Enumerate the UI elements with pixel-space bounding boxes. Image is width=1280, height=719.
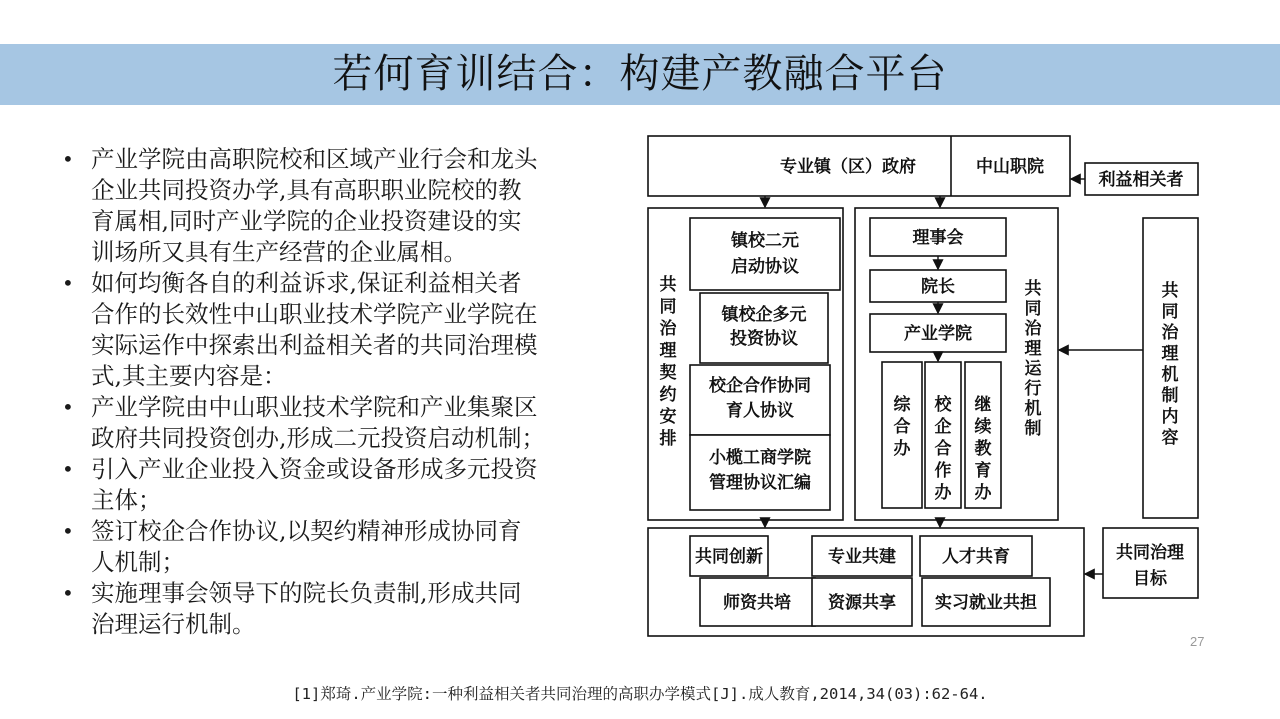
bullet-text: 产业学院由中山职业技术学院和产业集聚区 [91, 393, 538, 421]
office-label: 育 [974, 461, 992, 481]
contract-text: 小榄工商学院 [709, 448, 811, 468]
contract-text: 管理协议汇编 [709, 473, 811, 493]
operation-label: 共 [1024, 279, 1042, 299]
office-label: 办 [974, 483, 992, 503]
shared-label: 实习就业共担 [935, 593, 1037, 613]
bullet-dot: • [62, 519, 74, 543]
contract-label: 排 [659, 429, 677, 449]
office-label: 综 [893, 395, 911, 415]
shared-label: 师资共培 [723, 593, 791, 613]
bullet-dot: • [62, 457, 74, 481]
citation: [1]郑琦.产业学院:一种利益相关者共同治理的高职办学模式[J].成人教育,2014,34(03):62-64. [292, 685, 988, 703]
shared-label: 共同创新 [695, 547, 763, 567]
bullet-item [60, 454, 615, 516]
contract-label: 约 [659, 385, 677, 405]
mechanism-label: 治 [1161, 323, 1179, 343]
office-label: 办 [893, 439, 911, 459]
bullet-text: 治理运行机制。 [91, 610, 256, 638]
bullet-text: 企业共同投资办学,具有高职职业院校的教 [91, 176, 522, 204]
operation-label: 制 [1024, 419, 1042, 439]
stakeholders-label: 利益相关者 [1098, 170, 1184, 190]
bullet-dot: • [62, 581, 74, 605]
bullet-item [60, 144, 615, 268]
bullet-text: 实施理事会领导下的院长负责制,形成共同 [91, 579, 522, 607]
office-label: 教 [974, 439, 992, 459]
page-number: 27 [1190, 634, 1205, 649]
office-label: 继 [974, 395, 992, 415]
contract-text: 投资协议 [730, 329, 798, 349]
shared-label: 人才共育 [942, 547, 1010, 567]
mechanism-label: 容 [1161, 428, 1179, 448]
office-label: 企 [934, 417, 952, 437]
bullet-text: 如何均衡各自的利益诉求,保证利益相关者 [91, 269, 522, 297]
bullet-text: 实际运作中探索出利益相关者的共同治理模 [91, 331, 538, 359]
bullet-text: 政府共同投资创办,形成二元投资启动机制； [91, 424, 545, 452]
school-label: 中山职院 [976, 157, 1044, 177]
contract-label: 同 [659, 297, 677, 317]
bullet-text: 育属相,同时产业学院的企业投资建设的实 [91, 207, 522, 235]
gov-label: 专业镇（区）政府 [780, 157, 916, 177]
contract-box-2 [700, 293, 828, 363]
contract-text: 镇校二元 [731, 231, 799, 251]
bullet-list [60, 144, 615, 640]
bullet-item [60, 268, 615, 392]
mechanism-label: 理 [1161, 344, 1179, 364]
contract-label: 治 [659, 319, 677, 339]
office-label: 办 [934, 483, 952, 503]
shared-label: 资源共享 [828, 593, 896, 613]
operation-label: 同 [1024, 299, 1042, 319]
bullet-text: 引入产业企业投入资金或设备形成多元投资 [91, 455, 538, 483]
mechanism-label: 内 [1161, 407, 1179, 427]
office-label: 续 [974, 417, 992, 437]
contract-text: 启动协议 [731, 257, 799, 277]
college-label: 产业学院 [904, 324, 972, 344]
goal-label: 目标 [1133, 569, 1167, 589]
bullet-text: 产业学院由高职院校和区域产业行会和龙头 [91, 145, 538, 173]
mechanism-label: 同 [1161, 302, 1179, 322]
board-label: 理事会 [912, 228, 964, 248]
contract-box-1 [690, 218, 840, 290]
contract-label: 契 [659, 363, 677, 383]
bullet-item [60, 578, 615, 640]
operation-label: 治 [1024, 319, 1042, 339]
governance-diagram [640, 130, 1210, 660]
shared-label: 专业共建 [828, 547, 896, 567]
operation-label: 理 [1024, 339, 1042, 359]
office-label: 合 [934, 439, 952, 459]
operation-label: 机 [1024, 399, 1042, 419]
mechanism-label: 机 [1161, 365, 1179, 385]
office-label: 校 [934, 395, 952, 415]
bullet-item [60, 392, 615, 454]
bullet-text: 训场所又具有生产经营的企业属相。 [91, 238, 467, 266]
contract-label: 安 [659, 407, 677, 427]
mechanism-label: 共 [1161, 281, 1179, 301]
bullet-text: 人机制； [91, 548, 185, 576]
dean-label: 院长 [921, 277, 955, 297]
bullet-text: 合作的长效性中山职业技术学院产业学院在 [91, 300, 538, 328]
contract-label: 理 [659, 341, 677, 361]
mechanism-label: 制 [1161, 386, 1179, 406]
bullet-text: 签订校企合作协议,以契约精神形成协同育 [91, 517, 522, 545]
slide-title: 若何育训结合：构建产教融合平台 [332, 51, 948, 97]
contract-text: 育人协议 [726, 401, 794, 421]
contract-label: 共 [659, 275, 677, 295]
office-label: 作 [934, 461, 952, 481]
bullet-item [60, 516, 615, 578]
operation-label: 运 [1024, 359, 1042, 379]
bullet-dot: • [62, 147, 74, 171]
bullet-dot: • [62, 271, 74, 295]
goal-label: 共同治理 [1116, 543, 1184, 563]
operation-label: 行 [1024, 379, 1042, 399]
contract-text: 镇校企多元 [721, 305, 807, 325]
bullet-dot: • [62, 395, 74, 419]
office-label: 合 [893, 417, 911, 437]
bullet-text: 式,其主要内容是： [91, 362, 287, 390]
contract-text: 校企合作协同 [709, 376, 811, 396]
bullet-text: 主体； [91, 486, 162, 514]
